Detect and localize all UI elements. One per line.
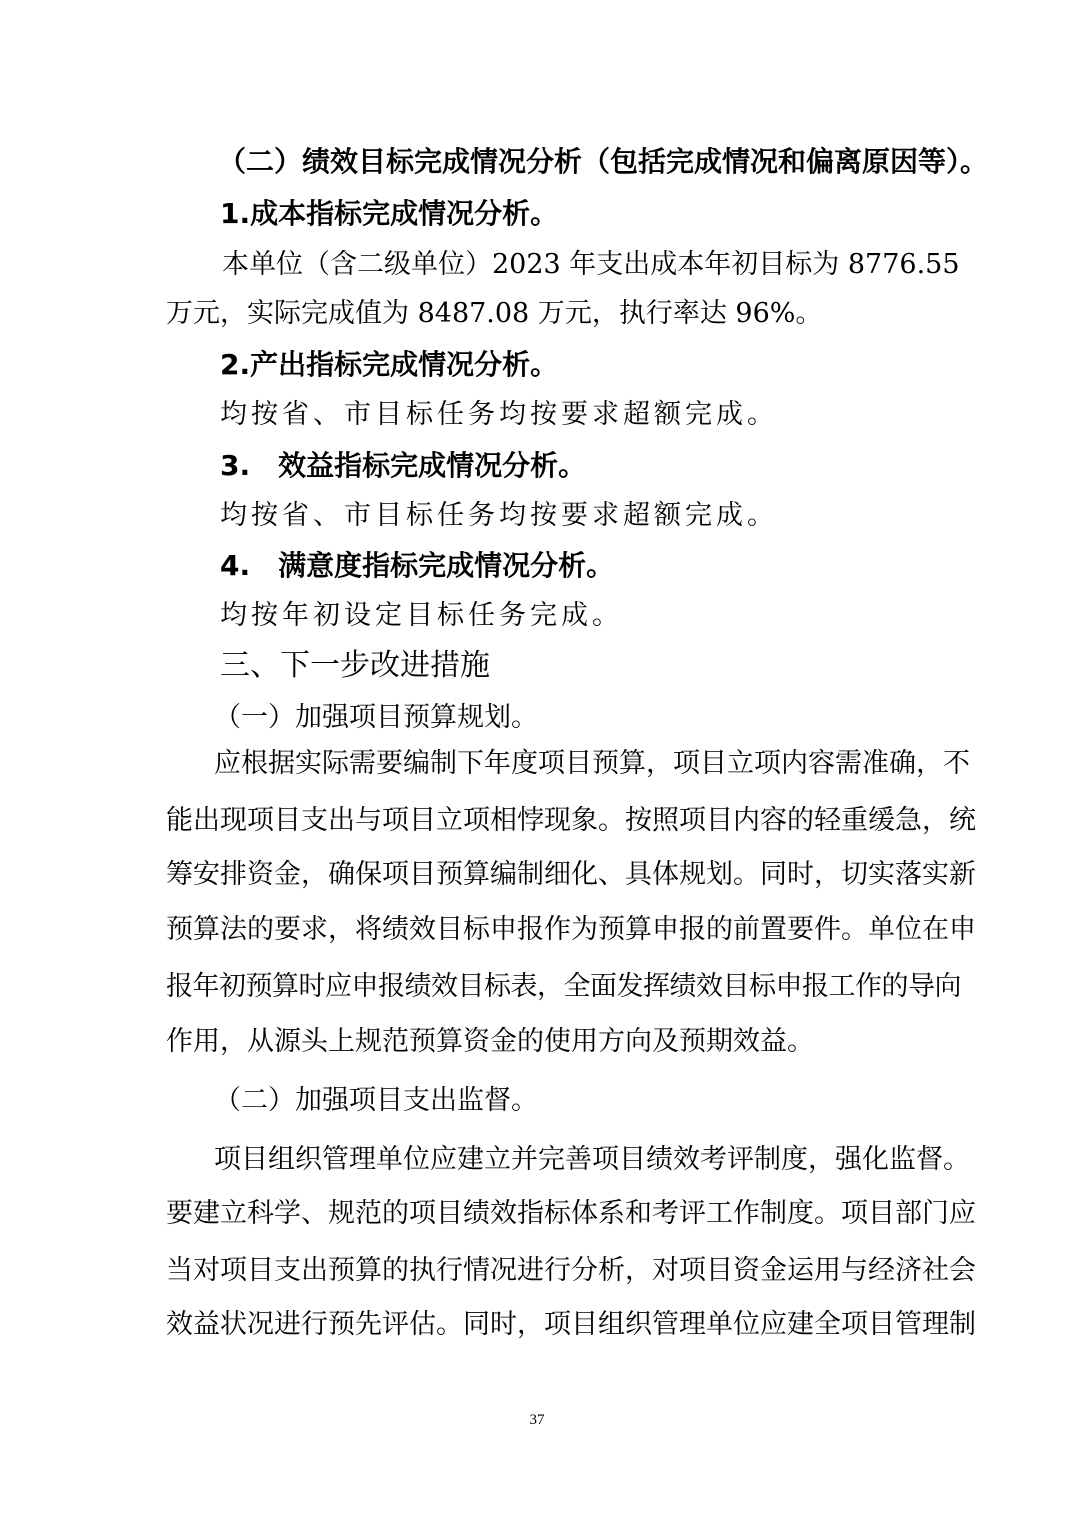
paragraph-line: 当对项目支出预算的执行情况进行分析，对项目资金运用与经济社会 <box>166 1255 976 1286</box>
paragraph-line: 均按年初设定目标任务完成。 <box>220 600 623 631</box>
section-heading-performance-analysis: （二）绩效目标完成情况分析（包括完成情况和偏离原因等）。 <box>218 145 989 178</box>
paragraph-line: 预算法的要求，将绩效目标申报作为预算申报的前置要件。单位在申 <box>166 914 976 945</box>
paragraph-line: 要建立科学、规范的项目绩效指标体系和考评工作制度。项目部门应 <box>166 1198 976 1229</box>
paragraph-line: 报年初预算时应申报绩效目标表，全面发挥绩效目标申报工作的导向 <box>166 971 961 1002</box>
paragraph-line: 本单位（含二级单位）2023 年支出成本年初目标为 8776.55 <box>222 249 960 280</box>
paragraph-line: 均按省、市目标任务均按要求超额完成。 <box>220 399 778 430</box>
paragraph-line: 效益状况进行预先评估。同时，项目组织管理单位应建全项目管理制 <box>166 1309 976 1340</box>
paragraph-line: 万元，实际完成值为 8487.08 万元，执行率达 96%。 <box>166 298 823 329</box>
subheading-budget-planning: （一）加强项目预算规划。 <box>214 702 538 733</box>
subheading-cost-indicators: 1.成本指标完成情况分析。 <box>220 197 559 230</box>
paragraph-line: 能出现项目支出与项目立项相悖现象。按照项目内容的轻重缓急，统 <box>166 805 976 836</box>
paragraph-line: 应根据实际需要编制下年度项目预算，项目立项内容需准确，不 <box>214 748 970 779</box>
paragraph-line: 筹安排资金，确保项目预算编制细化、具体规划。同时，切实落实新 <box>166 859 976 890</box>
paragraph-line: 项目组织管理单位应建立并完善项目绩效考评制度，强化监督。 <box>214 1144 970 1175</box>
section-heading-next-steps: 三、下一步改进措施 <box>220 648 490 683</box>
subheading-satisfaction-indicators: 4. 满意度指标完成情况分析。 <box>220 549 615 582</box>
paragraph-line: 均按省、市目标任务均按要求超额完成。 <box>220 500 778 531</box>
subheading-expenditure-supervision: （二）加强项目支出监督。 <box>214 1085 538 1116</box>
paragraph-line: 作用，从源头上规范预算资金的使用方向及预期效益。 <box>166 1026 814 1057</box>
page-number: 37 <box>529 1412 545 1428</box>
subheading-benefit-indicators: 3. 效益指标完成情况分析。 <box>220 449 587 482</box>
subheading-output-indicators: 2.产出指标完成情况分析。 <box>220 348 559 381</box>
